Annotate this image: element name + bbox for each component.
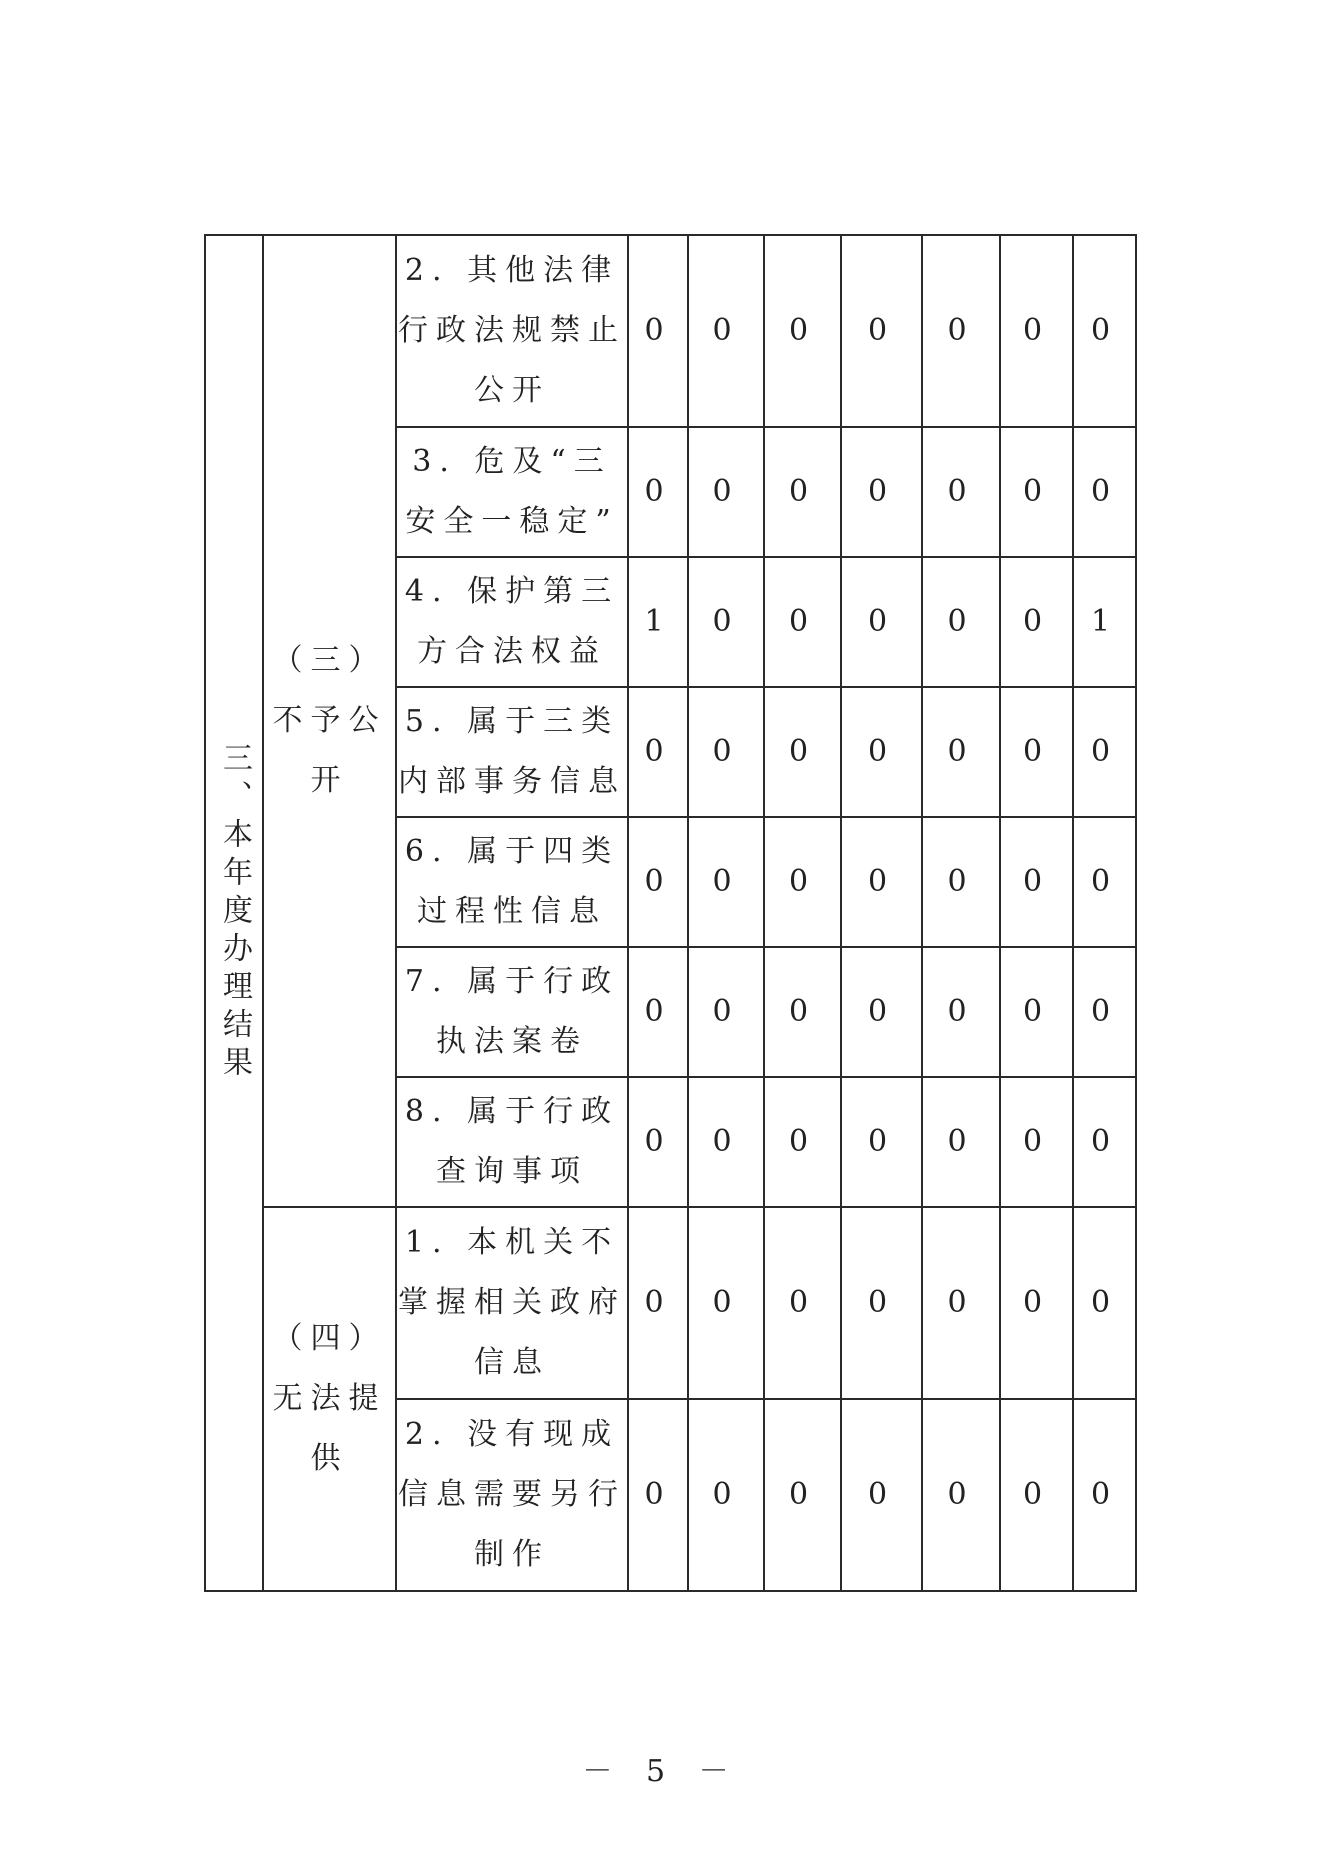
value-cell: 0 — [841, 557, 922, 687]
value-cell: 0 — [688, 427, 764, 557]
value-cell: 0 — [1073, 1077, 1136, 1207]
value-cell: 0 — [628, 947, 688, 1077]
value-cell: 0 — [764, 1399, 841, 1591]
value-cell: 0 — [1073, 947, 1136, 1077]
value-cell: 0 — [922, 687, 1000, 817]
page-number: － 5 － — [582, 1754, 741, 1789]
value-cell: 0 — [922, 817, 1000, 947]
row-label: 5. 属于三类内部事务信息 — [396, 687, 628, 817]
value-cell: 0 — [628, 1207, 688, 1399]
value-cell: 0 — [688, 557, 764, 687]
value-cell: 0 — [688, 1207, 764, 1399]
value-cell: 0 — [688, 1399, 764, 1591]
value-cell: 0 — [628, 1077, 688, 1207]
value-cell: 0 — [1073, 1399, 1136, 1591]
section-label-cell: 三、本年度办理结果 — [205, 235, 263, 1591]
value-cell: 0 — [764, 817, 841, 947]
value-cell: 0 — [922, 1077, 1000, 1207]
value-cell: 1 — [1073, 557, 1136, 687]
value-cell: 0 — [1000, 687, 1073, 817]
row-label: 8. 属于行政查询事项 — [396, 1077, 628, 1207]
value-cell: 0 — [764, 947, 841, 1077]
value-cell: 0 — [764, 427, 841, 557]
row-label: 1. 本机关不掌握相关政府信息 — [396, 1207, 628, 1399]
row-label: 6. 属于四类过程性信息 — [396, 817, 628, 947]
value-cell: 0 — [1000, 947, 1073, 1077]
value-cell: 0 — [922, 235, 1000, 427]
value-cell: 0 — [841, 1399, 922, 1591]
table-row — [205, 1207, 1136, 1399]
value-cell: 0 — [841, 817, 922, 947]
value-cell: 0 — [1000, 817, 1073, 947]
value-cell: 0 — [841, 947, 922, 1077]
value-cell: 0 — [764, 1207, 841, 1399]
value-cell: 0 — [922, 427, 1000, 557]
value-cell: 0 — [922, 947, 1000, 1077]
value-cell: 0 — [1000, 1077, 1073, 1207]
value-cell: 0 — [1073, 687, 1136, 817]
value-cell: 0 — [764, 557, 841, 687]
value-cell: 0 — [688, 235, 764, 427]
row-label: 4. 保护第三方合法权益 — [396, 557, 628, 687]
value-cell: 0 — [688, 687, 764, 817]
value-cell: 0 — [841, 427, 922, 557]
value-cell: 0 — [764, 1077, 841, 1207]
value-cell: 0 — [1073, 235, 1136, 427]
value-cell: 0 — [1000, 427, 1073, 557]
value-cell: 0 — [841, 235, 922, 427]
row-label: 2. 其他法律行政法规禁止公开 — [396, 235, 628, 427]
value-cell: 0 — [922, 1399, 1000, 1591]
value-cell: 0 — [764, 687, 841, 817]
value-cell: 0 — [628, 817, 688, 947]
value-cell: 0 — [628, 427, 688, 557]
group-label-no-disclosure: （三）不予公开 — [263, 235, 396, 1207]
value-cell: 0 — [841, 1207, 922, 1399]
value-cell: 0 — [841, 687, 922, 817]
value-cell: 0 — [764, 235, 841, 427]
value-cell: 0 — [922, 1207, 1000, 1399]
value-cell: 0 — [1000, 1207, 1073, 1399]
value-cell: 0 — [688, 1077, 764, 1207]
value-cell: 0 — [688, 817, 764, 947]
value-cell: 1 — [628, 557, 688, 687]
table-row — [205, 235, 1136, 427]
value-cell: 0 — [1073, 817, 1136, 947]
value-cell: 0 — [628, 687, 688, 817]
value-cell: 0 — [841, 1077, 922, 1207]
value-cell: 0 — [1000, 1399, 1073, 1591]
row-label: 7. 属于行政执法案卷 — [396, 947, 628, 1077]
row-label: 2. 没有现成信息需要另行制作 — [396, 1399, 628, 1591]
value-cell: 0 — [1073, 1207, 1136, 1399]
value-cell: 0 — [922, 557, 1000, 687]
value-cell: 0 — [1000, 235, 1073, 427]
results-table — [204, 234, 1137, 1592]
value-cell: 0 — [628, 1399, 688, 1591]
value-cell: 0 — [628, 235, 688, 427]
value-cell: 0 — [1073, 427, 1136, 557]
value-cell: 0 — [688, 947, 764, 1077]
value-cell: 0 — [1000, 557, 1073, 687]
row-label: 3. 危及“三安全一稳定” — [396, 427, 628, 557]
group-label-unable-to-provide: （四）无法提供 — [263, 1207, 396, 1591]
